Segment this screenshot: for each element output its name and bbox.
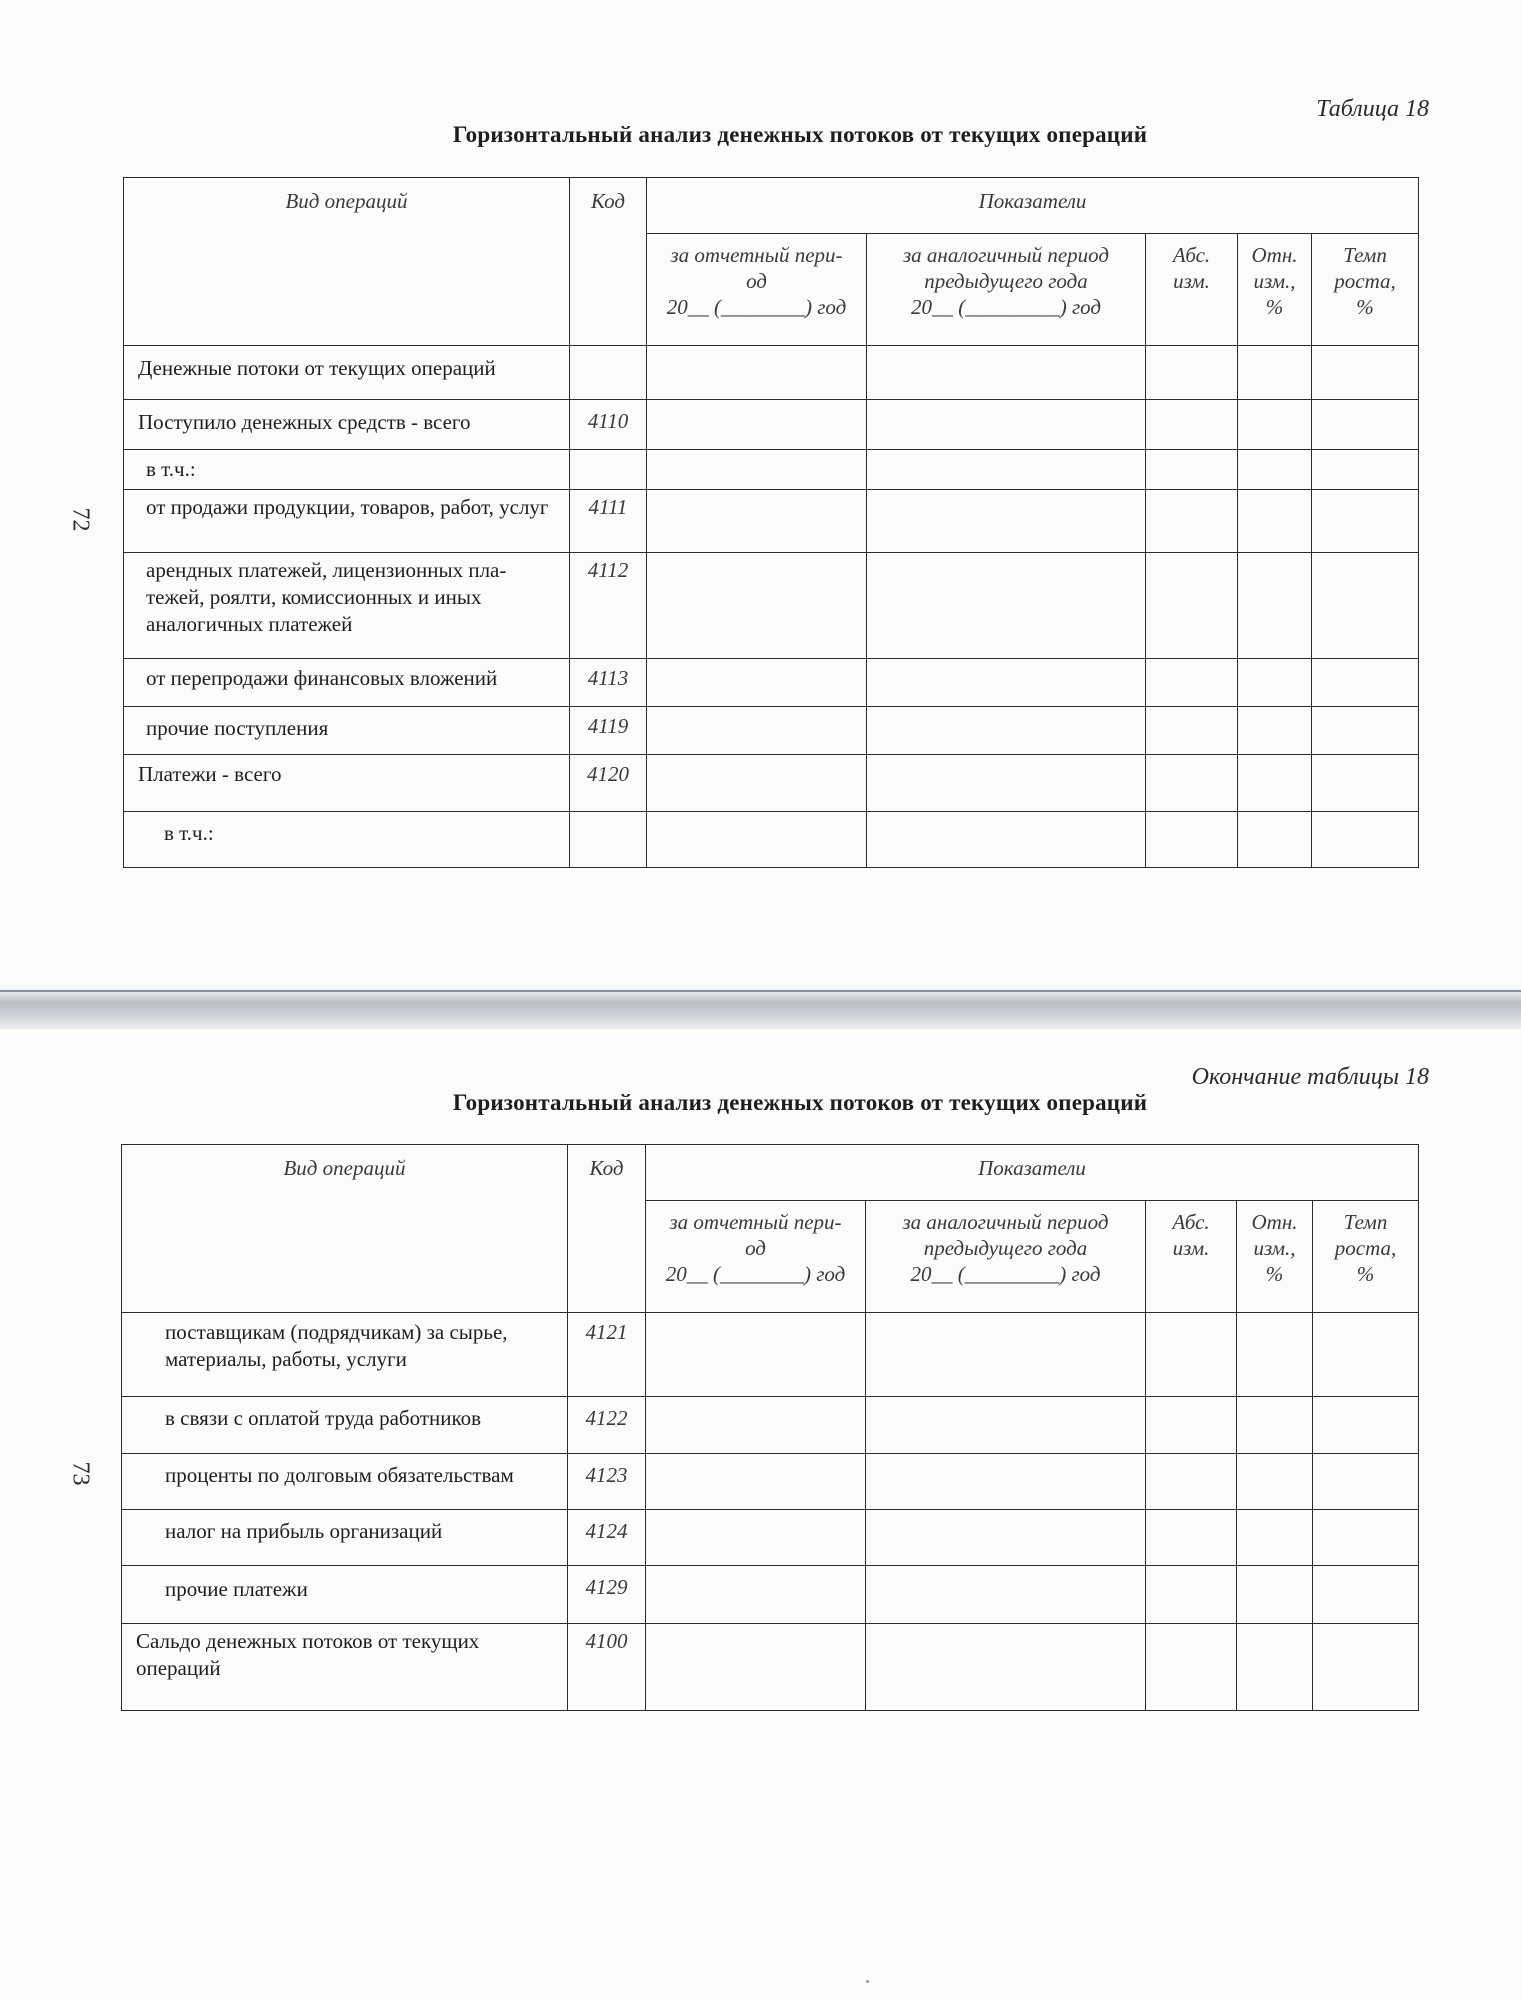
code-cell: 4120 [570,755,647,812]
header-code: Код [568,1145,646,1313]
header-text: за аналогичный период [902,243,1110,267]
value-cell[interactable] [1146,812,1238,868]
header-text: Темп [1343,243,1387,267]
value-cell[interactable] [1146,400,1238,450]
value-cell[interactable] [647,346,867,400]
value-cell[interactable] [867,450,1146,490]
header-text: изм. [1173,269,1210,293]
operation-text: от продажи продукции, товаров, работ, услуг [146,495,549,519]
value-cell[interactable] [1238,707,1312,755]
table-row [122,1624,1419,1711]
value-cell[interactable] [1146,346,1238,400]
value-cell[interactable] [1312,553,1419,659]
header-text: изм., [1253,269,1296,293]
header-text: роста, [1334,1236,1397,1260]
header-text: Отн. [1251,1210,1298,1234]
value-cell[interactable] [867,755,1146,812]
table-row [122,1313,1419,1397]
value-cell[interactable] [1238,659,1312,707]
value-cell[interactable] [646,1454,866,1510]
value-cell[interactable] [1312,450,1419,490]
value-cell[interactable] [1238,400,1312,450]
value-cell[interactable] [866,1313,1146,1397]
header-text: изм., [1253,1236,1296,1260]
value-cell[interactable] [1238,755,1312,812]
header-text: за отчетный пери- [670,243,843,267]
value-cell[interactable] [1312,659,1419,707]
value-cell[interactable] [866,1454,1146,1510]
value-cell[interactable] [1238,346,1312,400]
code-cell: 4129 [568,1566,646,1624]
code-cell: 4100 [568,1624,646,1711]
value-cell[interactable] [646,1566,866,1624]
header-text: за аналогичный период [902,1210,1109,1234]
value-cell[interactable] [867,490,1146,553]
code-cell: 4123 [568,1454,646,1510]
operation-cell: в т.ч.: [124,450,570,490]
table-row [124,812,1419,868]
value-cell[interactable] [1312,400,1419,450]
value-cell[interactable] [866,1397,1146,1454]
value-cell[interactable] [1146,553,1238,659]
header-text: 20__ (_________) год [910,295,1102,319]
page-fold-line [0,990,1521,992]
header-previous-period [866,1201,1146,1313]
value-cell[interactable] [1313,1313,1419,1397]
page-73 [0,1012,1521,2000]
operation-cell: налог на прибыль организаций [122,1510,568,1566]
value-cell[interactable] [1312,707,1419,755]
table-row [122,1566,1419,1624]
code-cell: 4122 [568,1397,646,1454]
value-cell[interactable] [1312,490,1419,553]
value-cell[interactable] [866,1624,1146,1711]
header-text: 20__ (_________) год [910,1262,1101,1286]
value-cell[interactable] [1312,755,1419,812]
header-operation: Вид операций [124,178,570,346]
value-cell[interactable] [1146,1454,1237,1510]
page-72 [0,0,1521,988]
header-reporting-period [647,234,867,346]
table-row [124,553,1419,659]
value-cell[interactable] [867,346,1146,400]
code-cell [570,812,647,868]
header-text: 20__ (________) год [666,295,847,319]
header-text: Абс. [1172,1210,1210,1234]
value-cell[interactable] [647,812,867,868]
value-cell[interactable] [1146,707,1238,755]
value-cell[interactable] [646,1624,866,1711]
value-cell[interactable] [1146,1397,1237,1454]
value-cell[interactable] [1237,1510,1313,1566]
value-cell[interactable] [646,1397,866,1454]
table-reference: Окончание таблицы 18 [1191,1064,1429,1090]
value-cell[interactable] [867,553,1146,659]
header-code: Код [570,178,647,346]
header-text: роста, [1334,269,1396,293]
code-cell: 4110 [570,400,647,450]
header-text: % [1265,1262,1284,1286]
table-row [124,346,1419,400]
value-cell[interactable] [646,1510,866,1566]
operation-cell: Поступило денежных средств - всего [124,400,570,450]
operation-cell: Платежи - всего [124,755,570,812]
operation-cell: в т.ч.: [124,812,570,868]
header-text: 20__ (________) год [665,1262,846,1286]
code-cell: 4121 [568,1313,646,1397]
header-text: Абс. [1172,243,1211,267]
value-cell[interactable] [1313,1397,1419,1454]
table-reference: Таблица 18 [1316,96,1429,122]
value-cell[interactable] [647,450,867,490]
value-cell[interactable] [1238,553,1312,659]
code-cell: 4119 [570,707,647,755]
value-cell[interactable] [1313,1454,1419,1510]
value-cell[interactable] [647,755,867,812]
header-absolute-change [1146,234,1238,346]
operation-cell: арендных платежей, лицензионных пла-тежей, роялти, комиссионных и иных аналогичных платежей [124,553,570,659]
value-cell[interactable] [646,1313,866,1397]
value-cell[interactable] [1237,1566,1313,1624]
code-cell: 4111 [570,490,647,553]
header-absolute-change [1146,1201,1237,1313]
value-cell[interactable] [1237,1313,1313,1397]
value-cell[interactable] [867,812,1146,868]
code-cell [570,450,647,490]
code-cell: 4124 [568,1510,646,1566]
operation-cell: проценты по долговым обязательствам [122,1454,568,1510]
table-row [124,755,1419,812]
header-text: за отчетный пери- [669,1210,842,1234]
header-text: од [746,269,767,293]
value-cell[interactable] [867,707,1146,755]
operation-cell: от перепродажи финансовых вложений [124,659,570,707]
table-title: Горизонтальный анализ денежных потоков от текущих операций [452,1090,1148,1115]
value-cell[interactable] [867,400,1146,450]
table-row [124,659,1419,707]
value-cell[interactable] [1146,1566,1237,1624]
value-cell[interactable] [1313,1566,1419,1624]
header-previous-period [867,234,1146,346]
value-cell[interactable] [866,1566,1146,1624]
value-cell[interactable] [1238,490,1312,553]
header-relative-change [1237,1201,1313,1313]
table-row [122,1510,1419,1566]
value-cell[interactable] [1237,1454,1313,1510]
value-cell[interactable] [1146,755,1238,812]
cashflow-table-continued [121,1144,1419,1711]
header-indicators: Показатели [646,1145,1419,1201]
header-relative-change [1238,234,1312,346]
code-cell [570,346,647,400]
header-text: предыдущего года [924,269,1088,293]
value-cell[interactable] [1146,490,1238,553]
scan-speck [866,1980,869,1983]
operation-cell: в связи с оплатой труда работников [122,1397,568,1454]
value-cell[interactable] [1312,812,1419,868]
page-number: 73 [67,1461,94,1486]
value-cell[interactable] [647,400,867,450]
value-cell[interactable] [1237,1624,1313,1711]
value-cell[interactable] [1146,659,1238,707]
header-text: % [1356,1262,1375,1286]
value-cell[interactable] [647,707,867,755]
value-cell[interactable] [1146,1510,1237,1566]
header-growth-rate [1313,1201,1419,1313]
value-cell[interactable] [867,659,1146,707]
operation-cell: Денежные потоки от текущих операций [124,346,570,400]
header-reporting-period [646,1201,866,1313]
header-text: Темп [1343,1210,1388,1234]
page-number: 72 [67,507,94,532]
value-cell[interactable] [647,659,867,707]
value-cell[interactable] [866,1510,1146,1566]
value-cell[interactable] [1312,346,1419,400]
table-row [124,400,1419,450]
header-operation: Вид операций [122,1145,568,1313]
operation-cell: прочие поступления [124,707,570,755]
value-cell[interactable] [647,553,867,659]
value-cell[interactable] [647,490,867,553]
value-cell[interactable] [1237,1397,1313,1454]
value-cell[interactable] [1146,1624,1237,1711]
table-row [124,490,1419,553]
header-text: % [1265,295,1284,319]
cashflow-table [123,177,1419,868]
value-cell[interactable] [1313,1624,1419,1711]
table-row [124,450,1419,490]
header-text: од [745,1236,766,1260]
operation-cell: прочие платежи [122,1566,568,1624]
header-text: изм. [1172,1236,1210,1260]
header-indicators: Показатели [647,178,1419,234]
table-row [124,707,1419,755]
header-text: % [1356,295,1374,319]
code-cell: 4113 [570,659,647,707]
header-text: Отн. [1251,243,1298,267]
header-growth-rate [1312,234,1419,346]
header-text: предыдущего года [923,1236,1088,1260]
value-cell[interactable] [1313,1510,1419,1566]
code-cell: 4112 [570,553,647,659]
table-row [122,1397,1419,1454]
operation-cell [124,490,570,553]
value-cell[interactable] [1238,812,1312,868]
value-cell[interactable] [1146,1313,1237,1397]
table-row [122,1454,1419,1510]
value-cell[interactable] [1238,450,1312,490]
value-cell[interactable] [1146,450,1238,490]
operation-cell: Сальдо денежных потоков от текущих операций [122,1624,568,1711]
operation-cell: поставщикам (подрядчикам) за сырье, материалы, работы, услуги [122,1313,568,1397]
table-title: Горизонтальный анализ денежных потоков от текущих операций [452,122,1148,147]
